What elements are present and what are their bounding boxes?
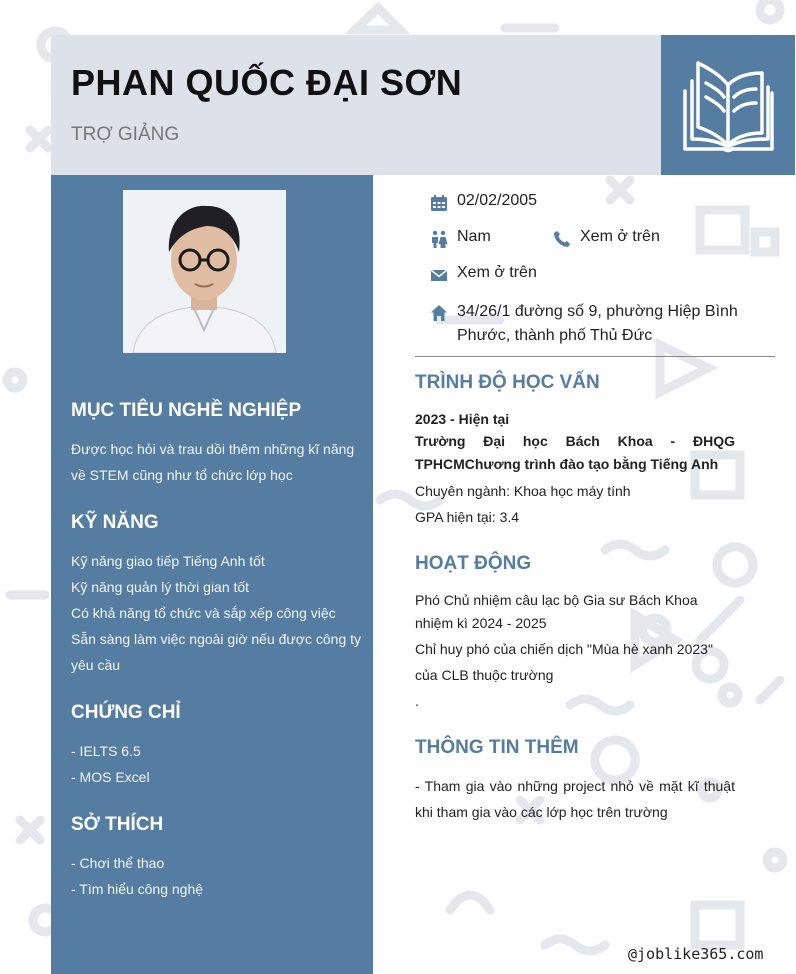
objective-title: MỤC TIÊU NGHỀ NGHIỆP bbox=[71, 400, 302, 421]
certificates-title: CHỨNG CHỈ bbox=[71, 702, 181, 723]
education-major: Chuyên ngành: Khoa học máy tính bbox=[415, 483, 631, 499]
skills-title: KỸ NĂNG bbox=[71, 512, 159, 533]
email-icon bbox=[430, 266, 448, 284]
education-title: TRÌNH ĐỘ HỌC VẤN bbox=[415, 372, 600, 393]
education-gpa: GPA hiện tại: 3.4 bbox=[415, 509, 520, 525]
section-divider bbox=[415, 356, 775, 357]
address-value: 34/26/1 đường số 9, phường Hiệp Bình Phước, thành phố Thủ Đức bbox=[457, 303, 738, 344]
skills-section bbox=[71, 512, 361, 678]
candidate-name: PHAN QUỐC ĐẠI SƠN bbox=[71, 62, 463, 103]
skill-item: Kỹ năng quản lý thời gian tốt bbox=[71, 579, 250, 595]
education-block bbox=[415, 408, 735, 530]
hobbies-section bbox=[71, 814, 361, 902]
calendar-icon bbox=[430, 194, 448, 212]
job-title: TRỢ GIẢNG bbox=[71, 124, 180, 145]
birthdate-value: 02/02/2005 bbox=[457, 192, 538, 209]
hobby-item: - Tìm hiểu công nghệ bbox=[71, 881, 204, 897]
activities-title: HOẠT ĐỘNG bbox=[415, 553, 532, 574]
address-row bbox=[430, 300, 765, 348]
certificate-item: - IELTS 6.5 bbox=[71, 743, 141, 759]
hobby-item: - Chơi thể thao bbox=[71, 855, 165, 871]
gender-icon bbox=[430, 230, 448, 248]
certificates-section bbox=[71, 702, 361, 790]
extra-info-title: THÔNG TIN THÊM bbox=[415, 737, 579, 758]
skill-item: Có khả năng tổ chức và sắp xếp công việc bbox=[71, 605, 336, 621]
phone-value: Xem ở trên bbox=[580, 228, 660, 245]
activities-block bbox=[415, 589, 735, 714]
sidebar bbox=[51, 175, 373, 974]
home-icon bbox=[430, 304, 448, 322]
email-row bbox=[430, 264, 537, 284]
activity-item: . bbox=[415, 693, 419, 709]
skill-item: Kỹ năng giao tiếp Tiếng Anh tốt bbox=[71, 553, 265, 569]
watermark-text: @joblike365.com bbox=[628, 945, 764, 963]
activity-item: Chỉ huy phó của chiến dịch "Mùa hè xanh 2023" của CLB thuộc trường bbox=[415, 641, 713, 683]
open-book-icon bbox=[680, 57, 776, 153]
profile-photo bbox=[123, 190, 286, 353]
objective-text: Được học hỏi và trau dồi thêm những kĩ năng về STEM cũng như tổ chức lớp học bbox=[71, 441, 355, 483]
phone-row bbox=[553, 228, 660, 248]
hobbies-title: SỞ THÍCH bbox=[71, 814, 164, 835]
extra-info-text: - Tham gia vào những project nhỏ về mặt kĩ thuật khi tham gia vào các lớp học trên trường bbox=[415, 778, 735, 820]
header-band bbox=[51, 35, 661, 175]
gender-row bbox=[430, 228, 491, 248]
skill-item: Sẵn sàng làm việc ngoài giờ nếu được công ty yêu cầu bbox=[71, 631, 362, 673]
header-icon-box bbox=[661, 35, 795, 175]
activity-item: Phó Chủ nhiệm câu lạc bộ Gia sư Bách Khoa nhiệm kì 2024 - 2025 bbox=[415, 592, 698, 631]
education-school: Trường Đại học Bách Khoa - ĐHQG TPHCMChương trình đào tạo bằng Tiếng Anh bbox=[415, 433, 735, 472]
birthdate-row bbox=[430, 192, 537, 212]
phone-icon bbox=[553, 230, 571, 248]
objective-section bbox=[71, 400, 361, 488]
email-value: Xem ở trên bbox=[457, 264, 537, 281]
education-period: 2023 - Hiện tại bbox=[415, 411, 510, 427]
gender-value: Nam bbox=[457, 228, 491, 245]
certificate-item: - MOS Excel bbox=[71, 769, 150, 785]
